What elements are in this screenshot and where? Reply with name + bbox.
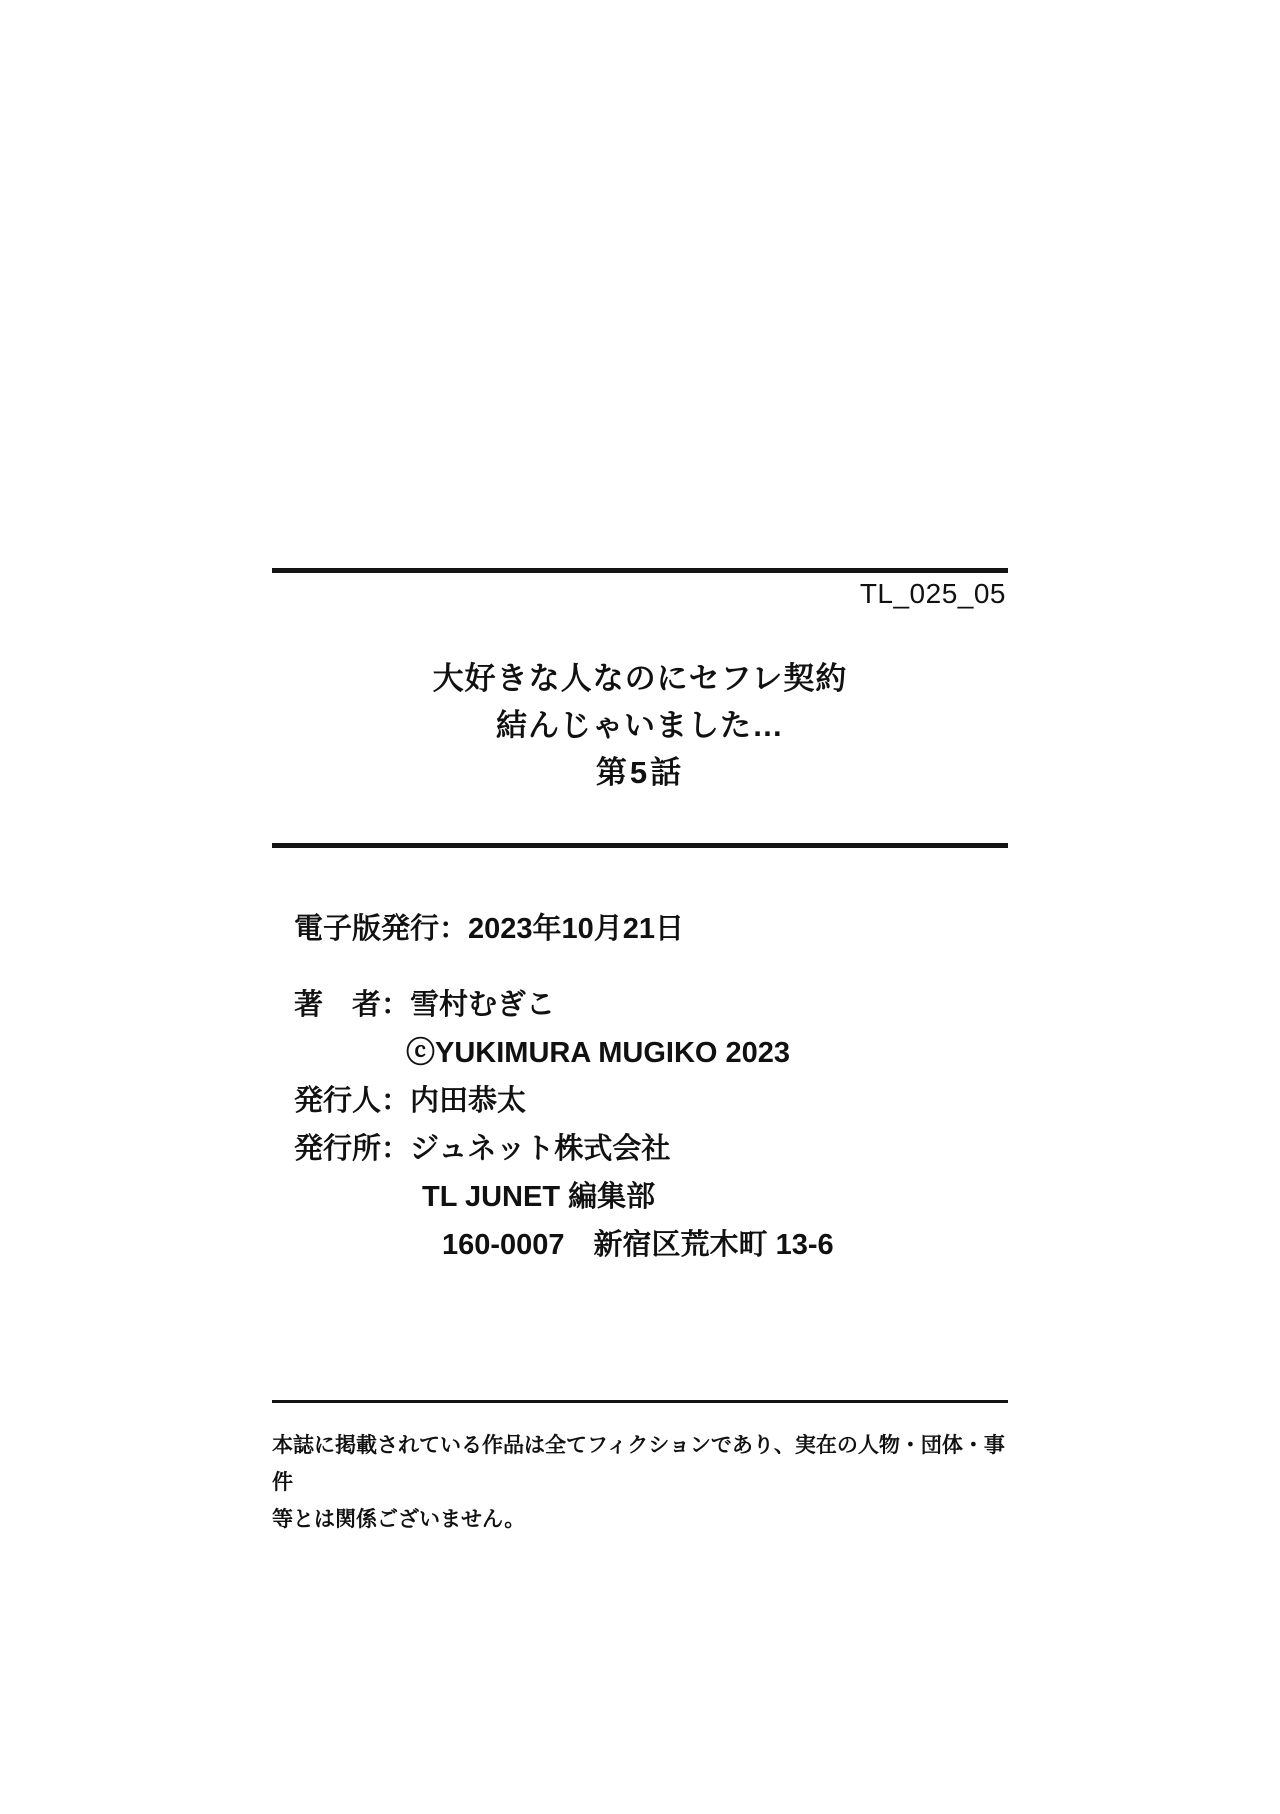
publisher-address: 160-0007 新宿区荒木町 13-6	[442, 1229, 834, 1261]
document-code: TL_025_05	[859, 578, 1006, 609]
fiction-disclaimer	[272, 1427, 1012, 1538]
publication-info	[294, 905, 994, 1269]
divider-middle	[272, 843, 1008, 848]
release-date: 電子版発行：2023年10月21日	[294, 913, 685, 945]
colophon-block	[272, 0, 1008, 1814]
divider-top	[272, 568, 1008, 573]
divider-bottom	[272, 1400, 1008, 1403]
disclaimer-line-1: 本誌に掲載されている作品は全てフィクションであり、実在の人物・団体・事件	[272, 1434, 1005, 1494]
chapter-label: 第5話	[595, 755, 685, 790]
author: 著 者：雪村むぎこ	[294, 989, 556, 1021]
publisher-person: 発行人：内田恭太	[294, 1085, 527, 1117]
title-line-2: 結んじゃいました…	[496, 708, 784, 743]
publisher-company: 発行所：ジュネット株式会社	[294, 1133, 671, 1165]
spacer	[294, 953, 994, 981]
title-line-1: 大好きな人なのにセフレ契約	[432, 661, 848, 696]
copyright-notice: ⓒYUKIMURA MUGIKO 2023	[406, 1037, 791, 1069]
editorial-department: TL JUNET 編集部	[422, 1181, 656, 1213]
disclaimer-line-2: 等とは関係ございません。	[272, 1508, 526, 1531]
work-title	[272, 655, 1008, 796]
